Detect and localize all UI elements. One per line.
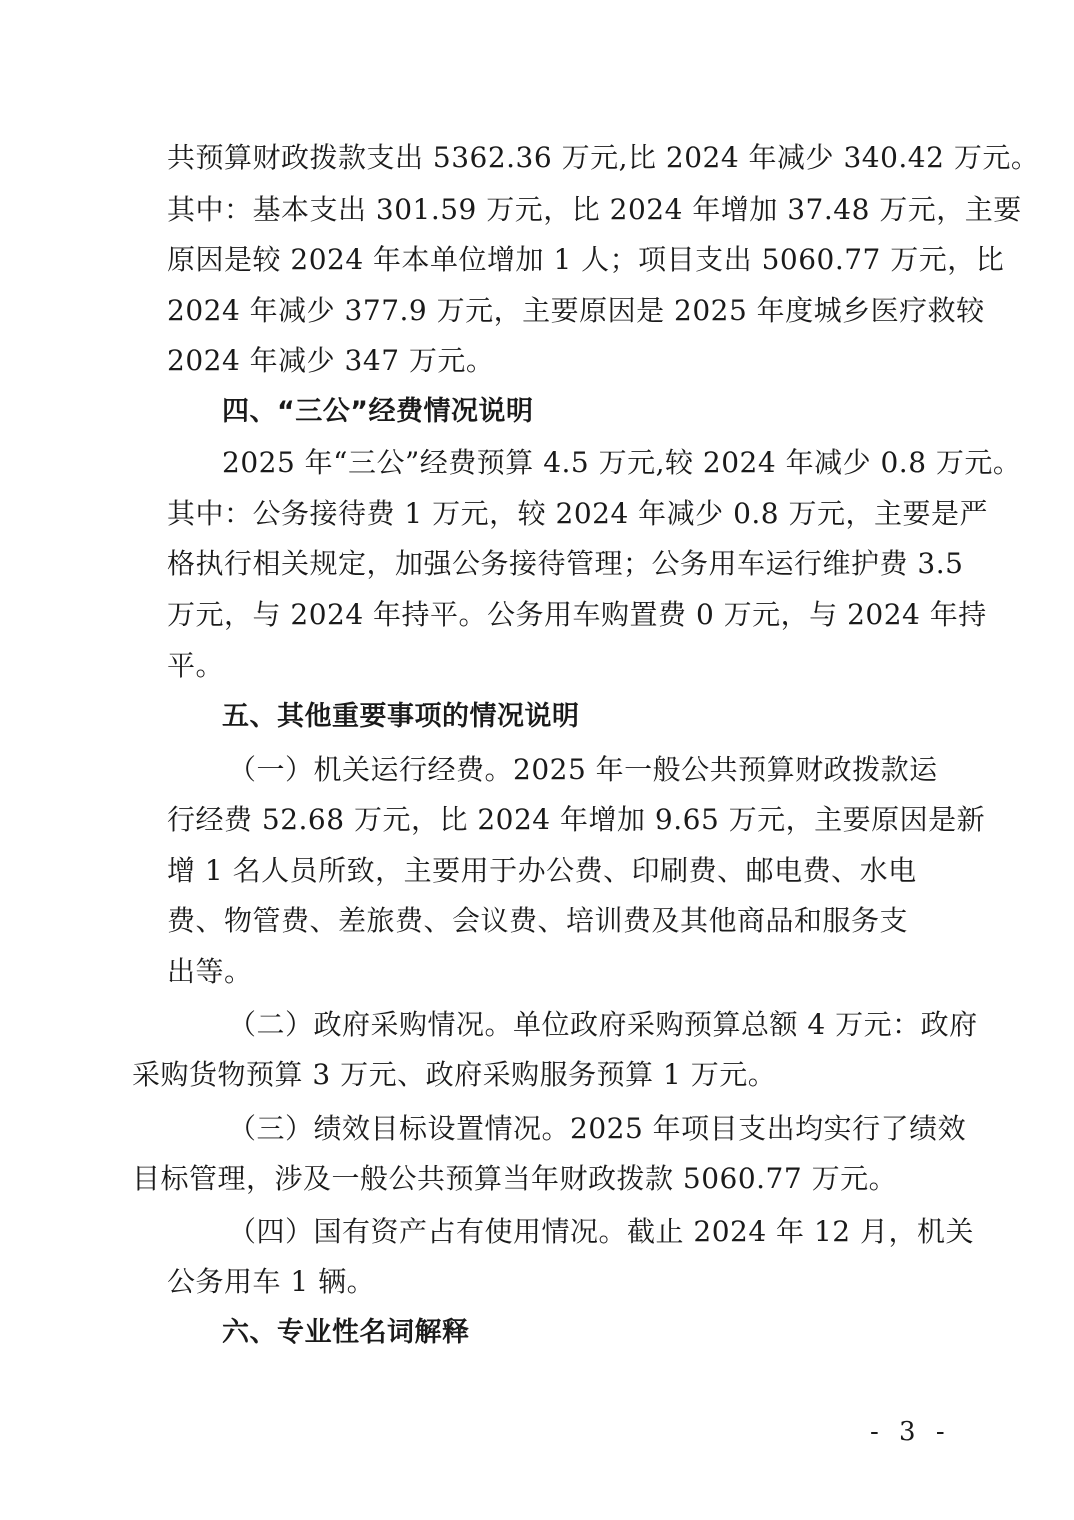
paragraph-line: 2024 年减少 377.9 万元，主要原因是 2025 年度城乡医疗救较: [167, 294, 985, 327]
paragraph-line: 行经费 52.68 万元，比 2024 年增加 9.65 万元，主要原因是新: [167, 803, 986, 836]
paragraph-line: 2025 年“三公”经费预算 4.5 万元,较 2024 年减少 0.8 万元。: [222, 446, 1022, 479]
paragraph-line: 其中：基本支出 301.59 万元，比 2024 年增加 37.48 万元，主要: [167, 193, 1022, 226]
paragraph-line: 出等。: [167, 955, 253, 988]
paragraph-line: 增 1 名人员所致，主要用于办公费、印刷费、邮电费、水电: [167, 854, 917, 887]
paragraph-line: （二）政府采购情况。单位政府采购预算总额 4 万元：政府: [228, 1008, 978, 1041]
page-number: - 3 -: [870, 1417, 951, 1447]
paragraph-line: 原因是较 2024 年本单位增加 1 人；项目支出 5060.77 万元，比: [167, 243, 1005, 276]
paragraph-line: 其中：公务接待费 1 万元，较 2024 年减少 0.8 万元，主要是严: [167, 497, 989, 530]
section-heading-five: 五、其他重要事项的情况说明: [222, 701, 580, 732]
section-heading-six: 六、专业性名词解释: [222, 1317, 470, 1348]
paragraph-line: 共预算财政拨款支出 5362.36 万元,比 2024 年减少 340.42 万元。: [167, 141, 1040, 174]
paragraph-line: 平。: [167, 649, 225, 682]
paragraph-line: （四）国有资产占有使用情况。截止 2024 年 12 月，机关: [228, 1215, 974, 1248]
paragraph-line: 目标管理，涉及一般公共预算当年财政拨款 5060.77 万元。: [132, 1162, 898, 1195]
paragraph-line: （三）绩效目标设置情况。2025 年项目支出均实行了绩效: [228, 1112, 967, 1145]
paragraph-line: 费、物管费、差旅费、会议费、培训费及其他商品和服务支: [167, 904, 909, 937]
paragraph-line: 格执行相关规定，加强公务接待管理；公务用车运行维护费 3.5: [167, 547, 964, 580]
paragraph-line: 公务用车 1 辆。: [167, 1265, 376, 1298]
paragraph-line: （一）机关运行经费。2025 年一般公共预算财政拨款运: [228, 753, 938, 786]
paragraph-line: 万元，与 2024 年持平。公务用车购置费 0 万元，与 2024 年持: [167, 598, 987, 631]
section-heading-four: 四、“三公”经费情况说明: [222, 396, 534, 427]
paragraph-line: 采购货物预算 3 万元、政府采购服务预算 1 万元。: [132, 1058, 777, 1091]
paragraph-line: 2024 年减少 347 万元。: [167, 344, 495, 377]
